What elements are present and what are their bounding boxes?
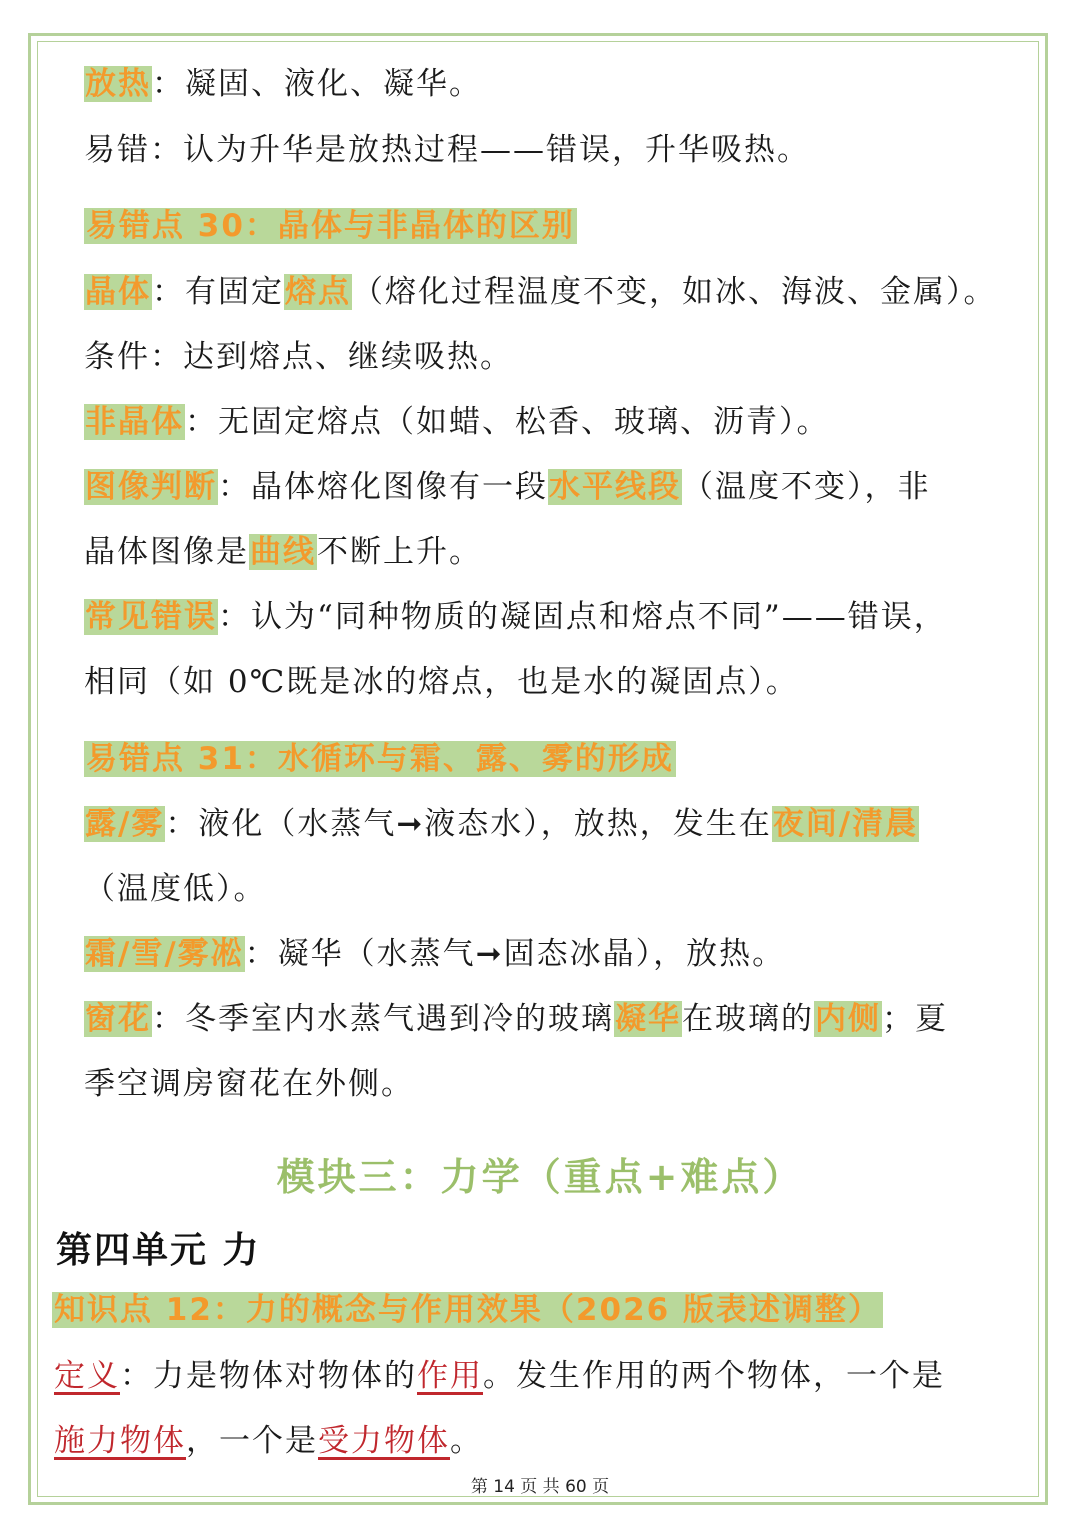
line-text: （熔化过程温度不变，如冰、海波、金属）。 xyxy=(352,274,997,310)
line-text: 晶体图像是 xyxy=(84,534,249,570)
line-text: ：无固定熔点（如蜡、松香、玻璃、沥青）。 xyxy=(185,404,830,440)
heading-highlight: 知识点 12：力的概念与作用效果（2026 版表述调整） xyxy=(54,1292,882,1328)
underlined-key-term: 作用 xyxy=(417,1358,483,1394)
line-text: ；夏 xyxy=(882,1001,948,1037)
term-highlight: 露/雾 xyxy=(85,806,165,842)
line-common-error-cont: 相同（如 0℃既是冰的熔点，也是水的凝固点）。 xyxy=(84,664,799,700)
line-text: ，一个是 xyxy=(186,1423,318,1459)
line-text: ：有固定 xyxy=(152,274,284,310)
line-text: ：凝固、液化、凝华。 xyxy=(152,66,482,102)
inline-highlight: 曲线 xyxy=(250,534,316,570)
inline-highlight: 熔点 xyxy=(285,274,351,310)
line-non-crystal xyxy=(84,400,830,444)
module-title: 模块三：力学（重点+难点） xyxy=(276,1155,804,1199)
line-dew-fog xyxy=(84,802,919,846)
term-highlight: 常见错误 xyxy=(85,599,217,635)
line-text: 。 xyxy=(450,1423,483,1459)
line-text: ：认为“同种物质的凝固点和熔点不同”——错误， xyxy=(218,599,947,635)
term-highlight: 图像判断 xyxy=(85,469,217,505)
line-text: 在玻璃的 xyxy=(682,1001,814,1037)
error-point-30-heading xyxy=(84,204,577,248)
line-definition xyxy=(54,1354,945,1398)
inline-highlight: 凝华 xyxy=(615,1001,681,1037)
line-window-frost-cont: 季空调房窗花在外侧。 xyxy=(84,1066,414,1102)
inline-highlight: 夜间/清晨 xyxy=(772,806,919,842)
line-text: ：凝华（水蒸气➞固态冰晶），放热。 xyxy=(244,936,786,972)
term-highlight: 非晶体 xyxy=(85,404,184,440)
line-graph-judgement-cont xyxy=(84,530,482,574)
line-text: （温度不变），非 xyxy=(682,469,931,505)
line-frost-snow xyxy=(84,932,785,976)
error-point-31-heading xyxy=(84,737,676,781)
term-highlight: 晶体 xyxy=(85,274,151,310)
knowledge-point-12-heading xyxy=(52,1288,883,1332)
term-highlight: 窗花 xyxy=(85,1001,151,1037)
line-definition-cont xyxy=(54,1419,483,1463)
line-text: ：力是物体对物体的 xyxy=(120,1358,417,1394)
line-common-error xyxy=(84,595,947,639)
heading-highlight: 易错点 31：水循环与霜、露、雾的形成 xyxy=(86,741,674,777)
inline-highlight: 内侧 xyxy=(815,1001,881,1037)
underlined-key-term: 受力物体 xyxy=(318,1423,450,1459)
term-highlight: 霜/雪/雾凇 xyxy=(85,936,244,972)
line-dew-fog-cont: （温度低）。 xyxy=(84,871,267,907)
line-text: ：冬季室内水蒸气遇到冷的玻璃 xyxy=(152,1001,614,1037)
underlined-key-term: 施力物体 xyxy=(54,1423,186,1459)
line-graph-judgement xyxy=(84,465,931,509)
line-text: 。发生作用的两个物体，一个是 xyxy=(483,1358,945,1394)
line-common-mistake-sublimation: 易错：认为升华是放热过程——错误，升华吸热。 xyxy=(84,132,810,168)
unit-title: 第四单元 力 xyxy=(56,1230,261,1271)
line-condition: 条件：达到熔点、继续吸热。 xyxy=(84,339,513,375)
definition-term: 定义 xyxy=(54,1358,120,1394)
heading-highlight: 易错点 30：晶体与非晶体的区别 xyxy=(86,208,575,244)
line-text: ：晶体熔化图像有一段 xyxy=(218,469,548,505)
line-crystal xyxy=(84,270,997,314)
line-window-frost xyxy=(84,997,948,1041)
page-number-footer: 第 14 页 共 60 页 xyxy=(470,1477,610,1497)
line-release-heat xyxy=(84,62,482,106)
term-highlight: 放热 xyxy=(85,66,151,102)
inline-highlight: 水平线段 xyxy=(549,469,681,505)
line-text: ：液化（水蒸气➞液态水），放热，发生在 xyxy=(165,806,772,842)
line-text: 不断上升。 xyxy=(317,534,482,570)
